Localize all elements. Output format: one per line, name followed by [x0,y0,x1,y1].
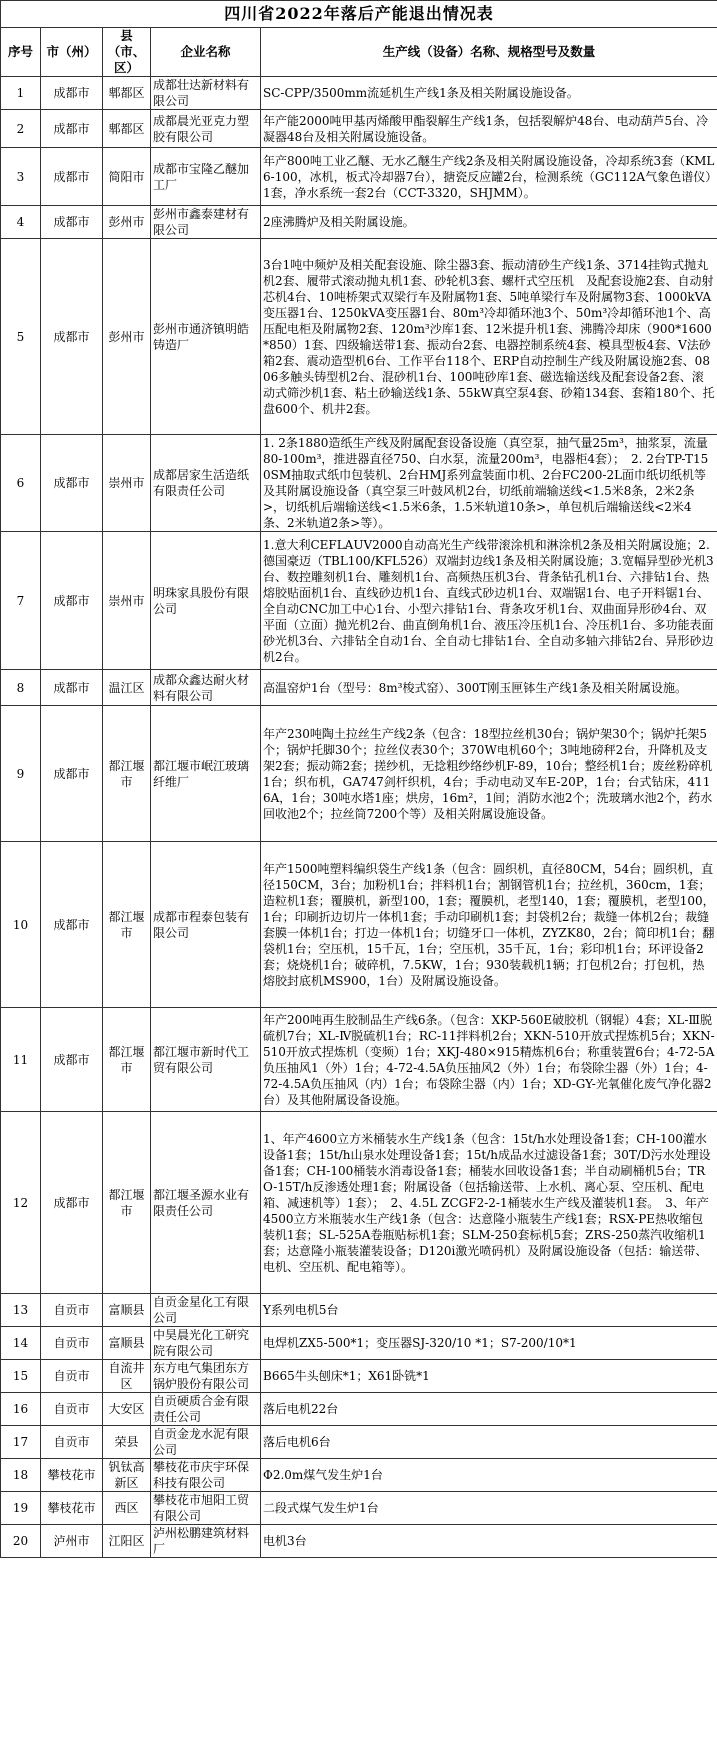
row-city: 成都市 [41,1112,103,1294]
row-company: 成都众鑫达耐火材料有限公司 [151,670,261,706]
table-row [1,670,717,706]
row-seq: 13 [1,1294,41,1327]
row-county: 郫都区 [103,77,151,110]
row-seq: 17 [1,1426,41,1459]
table-row [1,1426,717,1459]
row-county: 荣县 [103,1426,151,1459]
row-company: 泸州松鹏建筑材料厂 [151,1525,261,1558]
row-city: 攀枝花市 [41,1492,103,1525]
row-company: 都江堰圣源水业有限责任公司 [151,1112,261,1294]
table-row [1,532,717,670]
row-seq: 11 [1,1008,41,1112]
row-line: 年产1500吨塑料编织袋生产线1条（包含：圆织机，直径80CM，54台；圆织机，直径150CM，3台；加粉机1台；拌料机1台；割钢管机1台；拉丝机，360cm，1套；造粒机1套；覆膜机，新型100，1套；覆膜机，老型140，1套；覆膜机，老型100，1台；印刷折边切片一体机1套；手动印刷机1套；封袋机2台；裁缝一体机2台；裁缝套膜一体机1台；打边一体机1台；切缝牙口一体机，ZYZK80，2台；简印机1台；翻袋机1台；空压机，15千瓦，1台；空压机，35千瓦，1台；彩印机1台；环评设备2套；烧烧机1台；破碎机，7.5KW，1台；930装载机1辆；打包机2台；打包机，热熔胶封底机MS900，1台）及附属设施设备。 [261,842,717,1008]
row-county: 钒钛高新区 [103,1459,151,1492]
row-line: 2座沸腾炉及相关附属设施。 [261,206,717,239]
table-row [1,239,717,435]
row-seq: 10 [1,842,41,1008]
row-line: SC-CPP/3500mm流延机生产线1条及相关附属设施设备。 [261,77,717,110]
row-seq: 6 [1,435,41,532]
row-line: 电焊机ZX5-500*1；变压器SJ-320/10 *1；S7-200/10*1 [261,1327,717,1360]
row-line: B665牛头刨床*1；X61卧铣*1 [261,1360,717,1393]
row-company: 成都晨光亚克力塑胶有限公司 [151,110,261,148]
table-row [1,77,717,110]
row-seq: 18 [1,1459,41,1492]
row-line: 年产800吨工业乙醚、无水乙醚生产线2条及相关附属设施设备，冷却系统3套（KML6-100，冰机，板式冷却器7台），搪瓷反应罐2台，检测系统（GC112A气象色谱仪）1套，净水系统一套2台（CCT-3320，SHJMM）。 [261,148,717,206]
table-row [1,1393,717,1426]
row-city: 攀枝花市 [41,1459,103,1492]
row-seq: 7 [1,532,41,670]
row-county: 崇州市 [103,532,151,670]
row-company: 攀枝花市庆宇环保科技有限公司 [151,1459,261,1492]
row-line: 落后电机22台 [261,1393,717,1426]
row-city: 自贡市 [41,1294,103,1327]
row-company: 都江堰市新时代工贸有限公司 [151,1008,261,1112]
row-county: 都江堰市 [103,1008,151,1112]
table-row [1,842,717,1008]
table-row [1,1294,717,1327]
row-company: 成都居家生活造纸有限责任公司 [151,435,261,532]
table-row [1,1525,717,1558]
row-county: 富顺县 [103,1294,151,1327]
row-company: 成都壮达新材料有限公司 [151,77,261,110]
table-row [1,206,717,239]
row-seq: 4 [1,206,41,239]
row-city: 成都市 [41,206,103,239]
table-row [1,1008,717,1112]
row-line: 1. 2条1880造纸生产线及附属配套设备设施（真空泵，抽气量25m³，抽浆泵，流量80-100m³，推进器直径750、白水泵，流量200m³，电器柜4套）； 2. 2台TP-T150SM抽取式纸巾包装机、2台HMJ系列盒装面巾机、2台FC200-2L面巾纸切纸机等及其附属设施设备（真空泵三叶鼓风机2台，切纸前端输送线<1.5米8条，2米2条>，切纸机后端输送线<1.5米6条，1.5米轨道10条>，单包机后端输送线<2米4条、2米轨道2条>等）。 [261,435,717,532]
row-company: 东方电气集团东方锅炉股份有限公司 [151,1360,261,1393]
row-city: 成都市 [41,1008,103,1112]
row-company: 自贡金星化工有限公司 [151,1294,261,1327]
row-seq: 2 [1,110,41,148]
row-county: 简阳市 [103,148,151,206]
row-line: 年产200吨再生胶制品生产线6条。（包含：XKP-560E破胶机（钢辊）4套；XL-Ⅲ脱硫机7台；XL-Ⅳ脱硫机1台；RC-11拌料机2台；XKN-510开放式捏炼机5台；XKN-510开放式捏炼机（变频）1台；XKJ-480×915精炼机6台；称重装置6台；4-72-5A负压抽风1（外）1台；4-72-4.5A负压抽风2（外）1台；布袋除尘器（外）1台；4-72-4.5A负压抽风（内）1台；布袋除尘器（内）1台；XD-GY-光氧催化废气净化器2台）及其他附属设备设施。 [261,1008,717,1112]
row-city: 成都市 [41,532,103,670]
header-row [1,28,717,77]
row-city: 成都市 [41,435,103,532]
row-company: 中昊晨光化工研究院有限公司 [151,1327,261,1360]
row-company: 攀枝花市旭阳工贸有限公司 [151,1492,261,1525]
row-city: 成都市 [41,110,103,148]
row-seq: 14 [1,1327,41,1360]
header-city: 市（州） [41,28,103,77]
row-city: 成都市 [41,239,103,435]
row-county: 郫都区 [103,110,151,148]
row-line: Y系列电机5台 [261,1294,717,1327]
table-row [1,706,717,842]
row-company: 明珠家具股份有限公司 [151,532,261,670]
row-city: 泸州市 [41,1525,103,1558]
row-city: 自贡市 [41,1426,103,1459]
row-company: 都江堰市岷江玻璃纤维厂 [151,706,261,842]
row-county: 西区 [103,1492,151,1525]
table-row [1,1327,717,1360]
row-county: 崇州市 [103,435,151,532]
row-seq: 12 [1,1112,41,1294]
row-city: 成都市 [41,670,103,706]
row-line: 落后电机6台 [261,1426,717,1459]
row-line: 3台1吨中频炉及相关配套设施、除尘器3套、振动清砂生产线1条、3714挂钩式抛丸机2套、履带式滚动抛丸机1套、砂轮机3套、螺杆式空压机 及配套设施2套、自动射芯机4台、10吨桥架式双梁行车及附属物1套、5吨单梁行车及附属物3套、1000kVA变压器1台、1250kVA变压器1台、80m³冷却循环池3个、50m³冷却循环池1个、高压配电柜及附属物2套、120m³沙库1套、12米提升机1套、沸腾冷却床（900*1600*850）1套、四级输送带1套、振动台2套、电器控制系统4套、模具型板4套、V法砂箱2套、震动造型机6台、工作平台118个、ERP自动控制生产线及附属设施2套、0806多触头铸型机2台、混砂机1台、100吨砂库1套、磁选输送线及配套设备2套、滚动式筛沙机1套、粘土砂输送线1条、55kW真空泵4套、砂箱134套、套箱180个、托盘600个、机井2套。 [261,239,717,435]
row-line: 年产能2000吨甲基丙烯酸甲酯裂解生产线1条，包括裂解炉48台、电动葫芦5台、冷凝器48台及相关附属设施设备。 [261,110,717,148]
row-seq: 15 [1,1360,41,1393]
row-seq: 8 [1,670,41,706]
row-company: 自贡金龙水泥有限公司 [151,1426,261,1459]
row-line: 高温窑炉1台（型号：8m³梭式窑）、300T刚玉匣钵生产线1条及相关附属设施。 [261,670,717,706]
row-county: 彭州市 [103,206,151,239]
header-county: 县（市、区） [103,28,151,77]
row-county: 江阳区 [103,1525,151,1558]
row-county: 富顺县 [103,1327,151,1360]
row-line: Φ2.0m煤气发生炉1台 [261,1459,717,1492]
row-company: 彭州市鑫泰建材有限公司 [151,206,261,239]
row-city: 成都市 [41,842,103,1008]
table-row [1,1492,717,1525]
header-line: 生产线（设备）名称、规格型号及数量 [261,28,717,77]
row-seq: 1 [1,77,41,110]
row-county: 大安区 [103,1393,151,1426]
row-county: 温江区 [103,670,151,706]
row-county: 都江堰市 [103,706,151,842]
row-seq: 5 [1,239,41,435]
row-county: 都江堰市 [103,842,151,1008]
row-seq: 20 [1,1525,41,1558]
row-company: 自贡硬质合金有限责任公司 [151,1393,261,1426]
table-row [1,1459,717,1492]
row-city: 自贡市 [41,1393,103,1426]
row-county: 彭州市 [103,239,151,435]
table-row [1,1360,717,1393]
row-company: 成都市程泰包装有限公司 [151,842,261,1008]
table-row [1,110,717,148]
row-county: 都江堰市 [103,1112,151,1294]
row-line: 电机3台 [261,1525,717,1558]
row-line: 1.意大利CEFLAUV2000自动高光生产线带滚涂机和淋涂机2条及相关附属设施；2.德国豪迈（TBL100/KFL526）双端封边线1条及相关附属设施；3.宽幅异型砂光机3台、数控雕刻机1台、雕刻机1台、高频热压机3台、背条钻孔机1台、六排钻1台、热熔胶贴面机1台、直线砂边机1台、直线式砂边机1台、双端锯1台、电子开料锯1台、全自动CNC加工中心1台、小型六排钻1台、背条攻牙机1台、双曲面异形砂4台、双平面（立面）抛光机2台、曲直倒角机1台、液压冷压机1台、冷压机1台、多功能表面砂光机3台、六排钻全自动1台、全自动七排钻1台、全自动多轴六排钻2台、异形砂边机2台。 [261,532,717,670]
row-city: 成都市 [41,706,103,842]
row-city: 自贡市 [41,1360,103,1393]
table-row [1,148,717,206]
table-row [1,1112,717,1294]
row-line: 年产230吨陶土拉丝生产线2条（包含：18型拉丝机30台；锅炉架30个；锅炉托架5个；锅炉托脚30个；拉丝仪表30个；370W电机60个；3吨地磅秤2台，升降机及支架2套；振动筛2套；搓纱机，无捻粗纱络纱机F-89，10台；整经机1台；废丝粉碎机1台；织布机，GA747剑杆织机，4台；手动电动叉车E-20P，1台；台式钻床，4116A，1台；30吨水塔1座；烘房，16m²，1间；消防水池2个；洗玻璃水池2个，药水回收池2个；拉丝筒7200个等）及相关附属设施设备。 [261,706,717,842]
row-seq: 3 [1,148,41,206]
row-county: 自流井区 [103,1360,151,1393]
row-company: 彭州市通济镇明皓铸造厂 [151,239,261,435]
row-line: 1、年产4600立方米桶装水生产线1条（包含：15t/h水处理设备1套；CH-100灌水设备1套；15t/h山泉水处理设备1套；15t/h成品水过滤设备1套；30T/D污水处理设备1套；CH-100桶装水消毒设备1套；桶装水回收设备1套；半自动刷桶机5台；TRO-15T/h反渗透处理1套；附属设备（包括输送带、上水机、离心泵、空压机、配电箱、减速机等）1套）； 2、4.5L ZCGF2-2-1桶装水生产线及灌装机1套。 3、年产4500立方米瓶装水生产线1条（包含：达意隆小瓶装生产线1套；RSX-PE热收缩包装机1套；SL-525A卷瓶贴标机1套；SLM-250套标机5套；ZRS-250蒸汽收缩机1套；达意隆小瓶装灌装设备；D120i激光喷码机）及附属设施设备（包括：输送带、电机、空压机、配电箱等）。 [261,1112,717,1294]
header-company: 企业名称 [151,28,261,77]
table-title: 四川省2022年落后产能退出情况表 [1,1,717,28]
header-seq: 序号 [1,28,41,77]
row-company: 成都市宝隆乙醚加工厂 [151,148,261,206]
table-row [1,435,717,532]
row-line: 二段式煤气发生炉1台 [261,1492,717,1525]
row-seq: 16 [1,1393,41,1426]
row-seq: 19 [1,1492,41,1525]
row-city: 成都市 [41,148,103,206]
row-seq: 9 [1,706,41,842]
row-city: 成都市 [41,77,103,110]
row-city: 自贡市 [41,1327,103,1360]
